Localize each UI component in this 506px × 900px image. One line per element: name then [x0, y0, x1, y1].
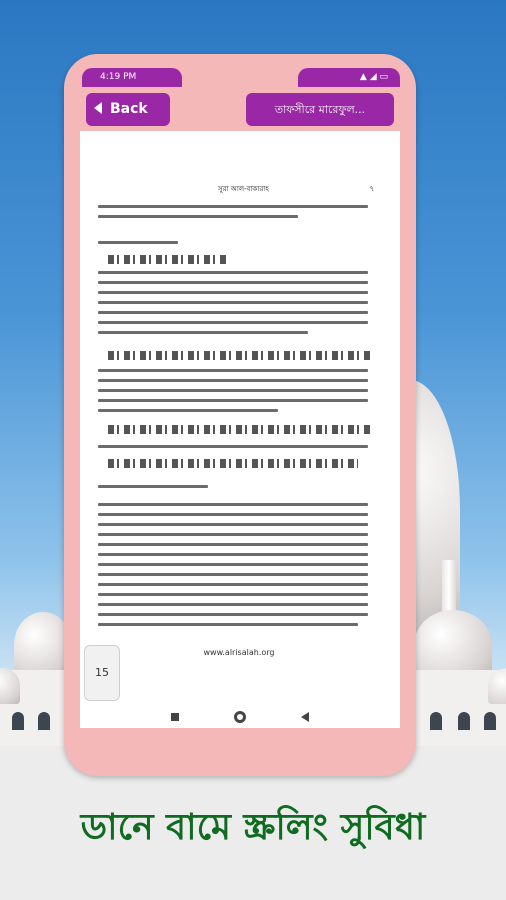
- arabic-verse: [108, 459, 358, 468]
- text-line: [98, 369, 368, 372]
- text-line: [98, 215, 298, 218]
- text-line: [98, 523, 368, 526]
- document-page: [98, 183, 380, 693]
- document-viewer[interactable]: [80, 131, 400, 727]
- text-line: [98, 573, 368, 576]
- arch: [458, 712, 470, 730]
- text-line: [98, 409, 278, 412]
- home-icon[interactable]: [234, 711, 246, 723]
- text-line: [98, 291, 368, 294]
- text-line: [98, 445, 368, 448]
- back-arrow-icon: [94, 102, 102, 114]
- text-line: [98, 603, 368, 606]
- text-line: [98, 533, 368, 536]
- arabic-verse: [108, 351, 370, 360]
- arch: [12, 712, 24, 730]
- text-line: [98, 205, 368, 208]
- text-line: [98, 241, 178, 244]
- arch: [484, 712, 496, 730]
- text-line: [98, 301, 368, 304]
- text-line: [98, 563, 368, 566]
- page-number-indicator[interactable]: 15: [84, 645, 120, 701]
- page-footer-url: www.alrisalah.org: [203, 648, 275, 657]
- recent-apps-icon[interactable]: [171, 713, 179, 721]
- text-line: [98, 543, 368, 546]
- text-line: [98, 613, 368, 616]
- text-line: [98, 513, 368, 516]
- page-header-number: ৭: [369, 185, 374, 193]
- text-line: [98, 379, 368, 382]
- text-line: [98, 311, 368, 314]
- page-header-title: সুরা আল-বাকারাহ: [218, 185, 269, 193]
- text-line: [98, 271, 368, 274]
- arch: [430, 712, 442, 730]
- text-line: [98, 583, 368, 586]
- book-title-button[interactable]: তাফসীরে মারেফুল...: [246, 93, 394, 126]
- text-line: [98, 321, 368, 324]
- text-line: [98, 331, 308, 334]
- nav-back-icon[interactable]: [301, 712, 309, 722]
- text-line: [98, 503, 368, 506]
- text-line: [98, 593, 368, 596]
- text-line: [98, 485, 208, 488]
- arabic-verse: [108, 255, 228, 264]
- status-icons: ▲ ◢ ▭: [298, 68, 400, 87]
- text-line: [98, 399, 368, 402]
- back-button[interactable]: [86, 93, 170, 126]
- feature-caption: ডানে বামে স্ক্রলিং সুবিধা: [80, 807, 426, 848]
- android-nav-bar: [80, 706, 400, 728]
- arch: [38, 712, 50, 730]
- text-line: [98, 553, 368, 556]
- arabic-verse: [108, 425, 370, 434]
- status-time: 4:19 PM: [82, 68, 182, 87]
- text-line: [98, 389, 368, 392]
- text-line: [98, 623, 358, 626]
- text-line: [98, 281, 368, 284]
- back-button-label: Back: [110, 101, 148, 117]
